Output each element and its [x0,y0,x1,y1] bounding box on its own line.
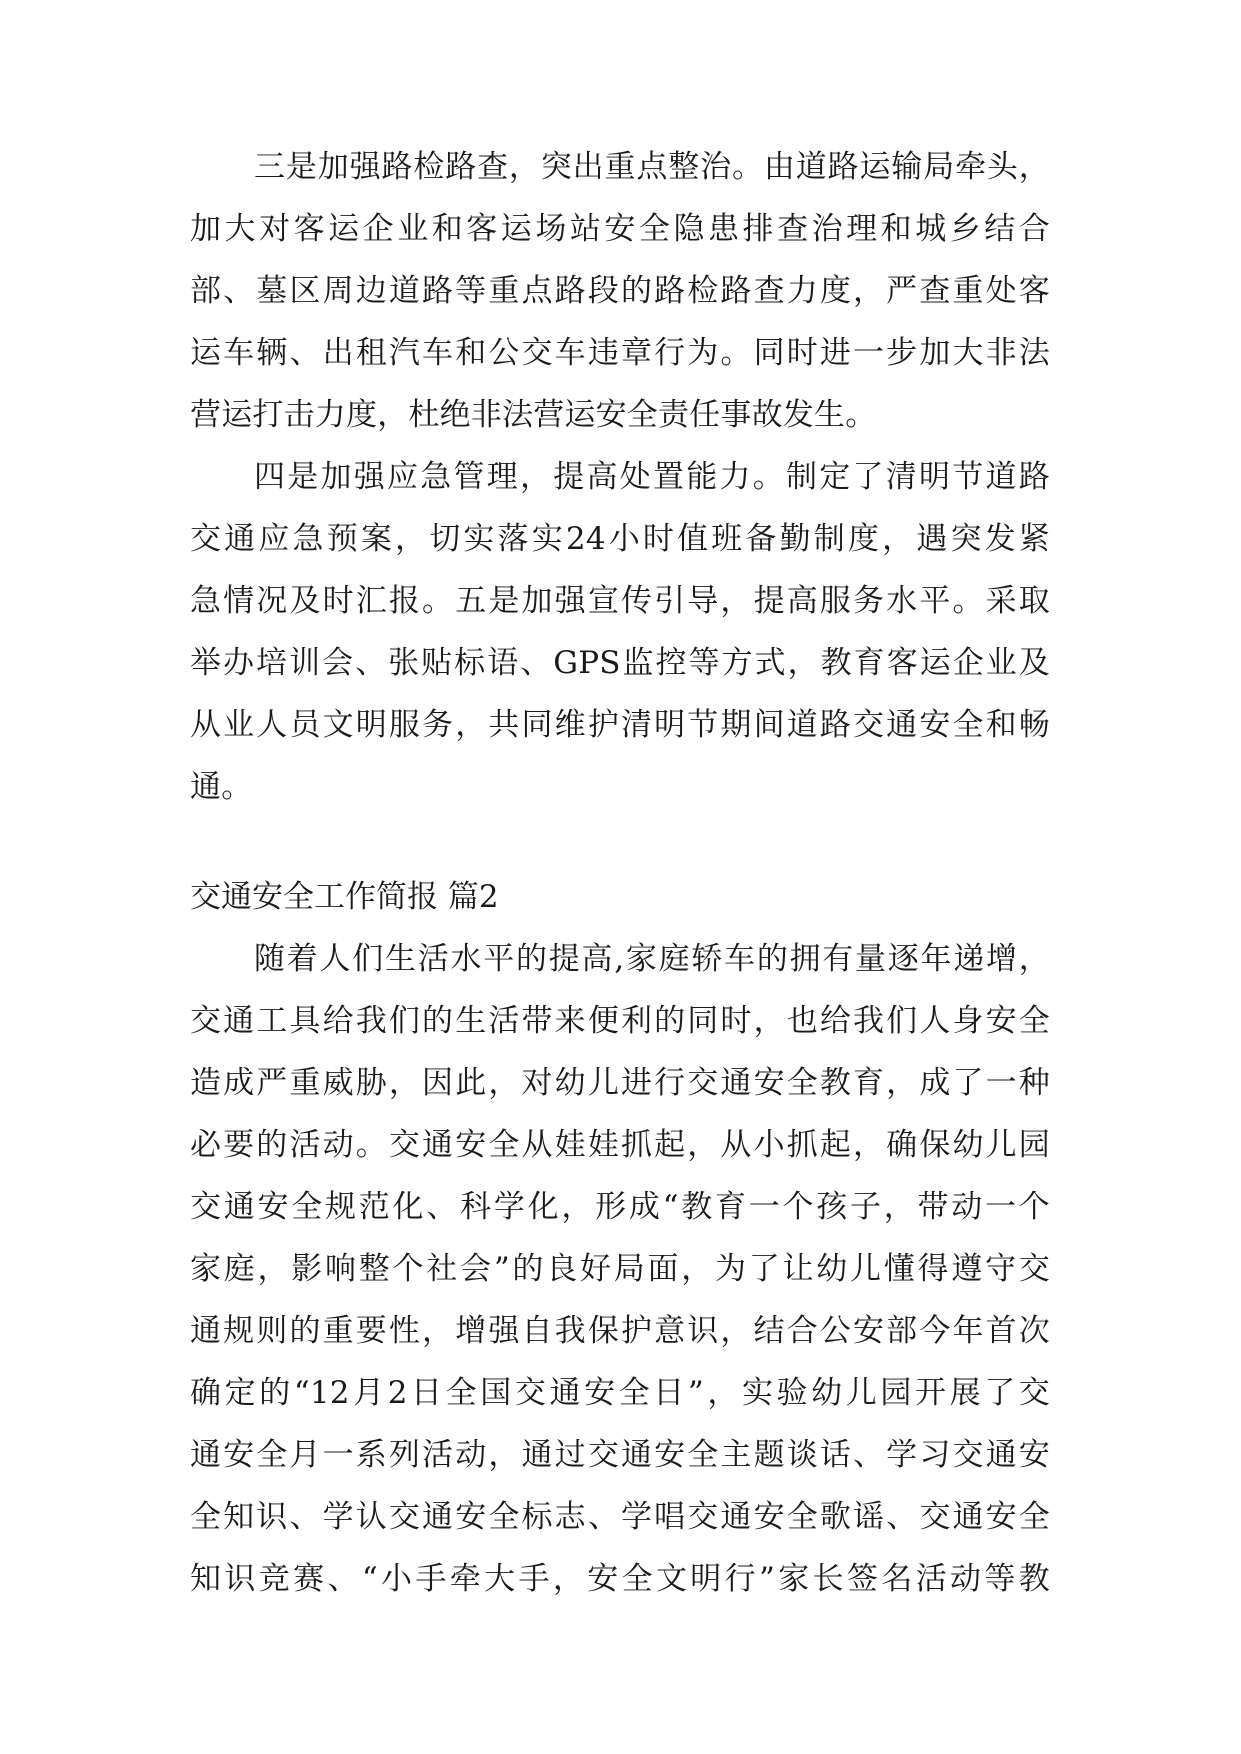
paragraph-3-line-2: 交通工具给我们的生活带来便利的同时，也给我们人身安全 [190,1003,1050,1039]
paragraph-1-line-1: 三是加强路检路查，突出重点整治。由道路运输局牵头， [254,149,1050,185]
paragraph-2-line-3: 急情况及时汇报。五是加强宣传引导，提高服务水平。采取 [190,583,1050,619]
paragraph-3-line-3: 造成严重威胁，因此，对幼儿进行交通安全教育，成了一种 [190,1065,1050,1101]
paragraph-3-line-4: 必要的活动。交通安全从娃娃抓起，从小抓起，确保幼儿园 [190,1127,1050,1163]
paragraph-2-line-4: 举办培训会、张贴标语、GPS监控等方式，教育客运企业及 [190,645,1050,681]
paragraph-1-line-5: 营运打击力度，杜绝非法营运安全责任事故发生。 [190,397,877,433]
paragraph-2-line-1: 四是加强应急管理，提高处置能力。制定了清明节道路 [254,459,1050,495]
section-heading: 交通安全工作简报 篇2 [190,879,499,915]
paragraph-3-line-6: 家庭，影响整个社会”的良好局面，为了让幼儿懂得遵守交 [190,1251,1050,1287]
paragraph-1-line-4: 运车辆、出租汽车和公交车违章行为。同时进一步加大非法 [190,335,1050,371]
paragraph-1-line-3: 部、墓区周边道路等重点路段的路检路查力度，严查重处客 [190,273,1050,309]
paragraph-3-line-1: 随着人们生活水平的提高,家庭轿车的拥有量逐年递增， [254,941,1050,977]
paragraph-2-line-2: 交通应急预案，切实落实24小时值班备勤制度，遇突发紧 [190,521,1050,557]
paragraph-1-line-2: 加大对客运企业和客运场站安全隐患排查治理和城乡结合 [190,211,1050,247]
paragraph-3-line-5: 交通安全规范化、科学化，形成“教育一个孩子，带动一个 [190,1189,1050,1225]
paragraph-2-line-6: 通。 [190,769,253,805]
paragraph-3-line-8: 确定的“12月2日全国交通安全日”，实验幼儿园开展了交 [190,1375,1050,1411]
paragraph-3-line-10: 全知识、学认交通安全标志、学唱交通安全歌谣、交通安全 [190,1499,1050,1535]
paragraph-2-line-5: 从业人员文明服务，共同维护清明节期间道路交通安全和畅 [190,707,1050,743]
paragraph-3-line-11: 知识竞赛、“小手牵大手，安全文明行”家长签名活动等教 [190,1561,1050,1597]
paragraph-3-line-7: 通规则的重要性，增强自我保护意识，结合公安部今年首次 [190,1313,1050,1349]
paragraph-3-line-9: 通安全月一系列活动，通过交通安全主题谈话、学习交通安 [190,1437,1050,1473]
